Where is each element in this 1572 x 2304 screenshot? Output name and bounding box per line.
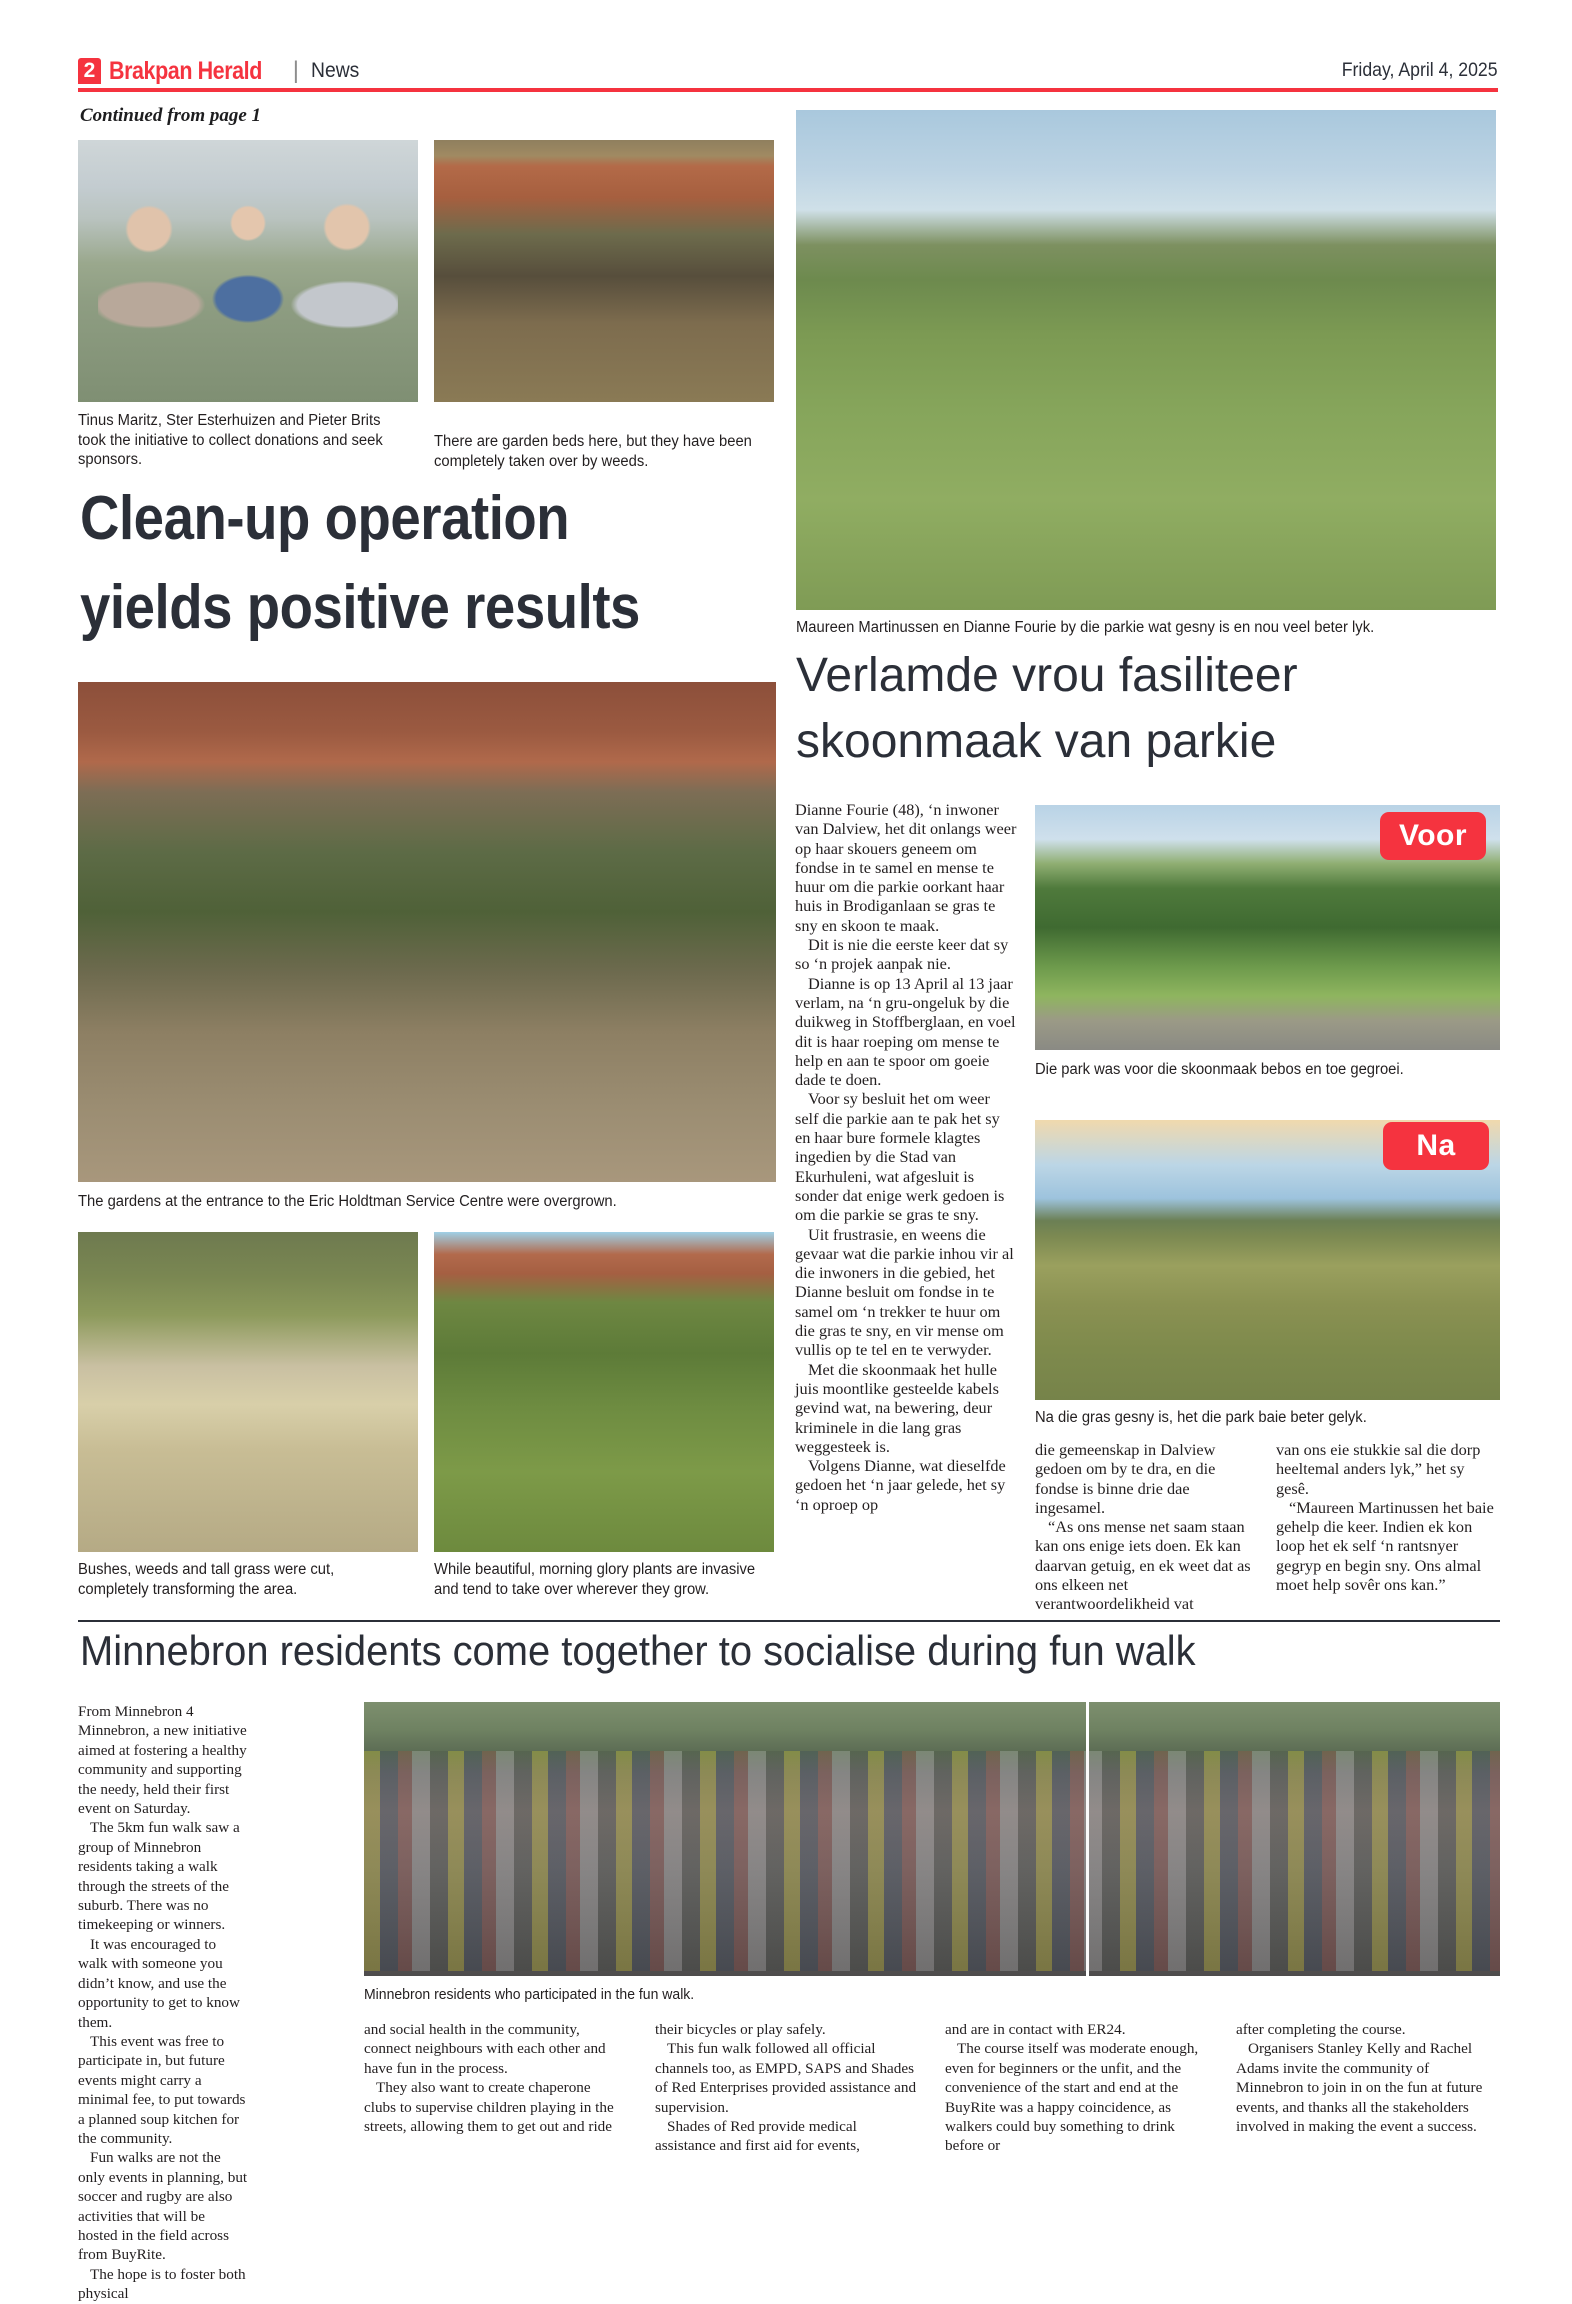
photo-morning-glory [434, 1232, 774, 1552]
funwalk-column-1 [78, 1702, 248, 2304]
parkie-c2-p2: “As ons mense net saam staan kan ons enige iets doen. Ek kan daarvan getuig, en ek weet dat as ons elkeen net verantwoordelikheid vat [1035, 1517, 1251, 1614]
parkie-column-2 [1035, 1440, 1257, 1614]
headline-funwalk: Minnebron residents come together to socialise during fun walk [80, 1627, 1196, 1674]
caption-park-after: Na die gras gesny is, het die park baie beter gelyk. [1035, 1409, 1367, 1426]
section-label: News [311, 59, 360, 82]
caption-park-hero: Maureen Martinussen en Dianne Fourie by die parkie wat gesny is en nou veel beter lyk. [796, 619, 1375, 636]
funwalk-c1-p6: The hope is to foster both physical [78, 2265, 246, 2303]
masthead [78, 52, 1498, 90]
funwalk-c2-p1: and social health in the community, connect neighbours with each other and have fun in the process. [364, 2021, 606, 2077]
funwalk-c4-p2: The course itself was moderate enough, even for beginners or the unfit, and the convenience of the start and end at the BuyRite was a happy coincidence, as walkers could buy something to drink before or [945, 2040, 1199, 2155]
funwalk-c5-p1: after completing the course. [1236, 2021, 1406, 2038]
funwalk-c3-p3: Shades of Red provide medical assistance and first aid for events, [655, 2118, 860, 2155]
funwalk-c2-p2: They also want to create chaperone clubs to supervise children playing in the streets, allowing them to get out and ride [364, 2079, 614, 2136]
headline-parkie-line1: Verlamde vrou fasiliteer [796, 649, 1298, 702]
caption-park-before: Die park was voor die skoonmaak bebos en toe gegroei. [1035, 1061, 1404, 1078]
photo-three-men [78, 140, 418, 402]
funwalk-top-rule [78, 1620, 1500, 1622]
parkie-c1-p7: Volgens Dianne, wat dieselfde gedoen het ‘n jaar gelede, het sy ‘n oproep op [795, 1456, 1006, 1514]
parkie-c3-p2: “Maureen Martinussen het baie gehelp die keer. Indien ek kon loop het ek self ‘n rantsnyer gegryp en begin sny. Ons almal moet help sovêr ons kan.” [1276, 1497, 1494, 1595]
parkie-column-1 [795, 800, 1017, 1514]
funwalk-c4-p1: and are in contact with ER24. [945, 2021, 1126, 2038]
badge-before: Voor [1380, 812, 1486, 860]
photo-funwalk-group [364, 1702, 1500, 1976]
page-number-badge: 2 [78, 58, 101, 84]
parkie-column-3 [1276, 1440, 1500, 1594]
parkie-c2-p1: die gemeenskap in Dalview gedoen om by te dra, en die fondse is binne drie dae ingesamel. [1035, 1440, 1216, 1517]
photo-seam-1 [1086, 1702, 1089, 1976]
caption-morning-glory: While beautiful, morning glory plants are invasive and tend to take over wherever they grow. [434, 1561, 756, 1598]
funwalk-c1-p5: Fun walks are not the only events in planning, but soccer and rugby are also activities that will be hosted in the field across from BuyRite. [78, 2149, 248, 2264]
funwalk-column-5 [1236, 2020, 1500, 2136]
paper-title: Brakpan Herald [109, 56, 262, 85]
issue-date: Friday, April 4, 2025 [1342, 60, 1498, 81]
parkie-c1-p3: Dianne is op 13 April al 13 jaar verlam, na ‘n gru-ongeluk by die duikweg in Stoffberglaan, en voel dit is haar roeping om mense te help en aan te spoor om goeie dade te doen. [795, 973, 1016, 1090]
continued-from-label: Continued from page 1 [80, 105, 262, 126]
masthead-rule [78, 88, 1498, 92]
funwalk-c3-p2: This fun walk followed all official channels too, as EMPD, SAPS and Shades of Red Enterprises provided assistance and supervision. [655, 2040, 917, 2116]
headline-parkie-line2: skoonmaak van parkie [796, 715, 1277, 768]
caption-three-men: Tinus Maritz, Ster Esterhuizen and Pieter Brits took the initiative to collect donations and seek sponsors. [78, 412, 383, 468]
parkie-c1-p1: Dianne Fourie (48), ‘n inwoner van Dalview, het dit onlangs weer op haar skouers geneem om fondse in te samel en mense te huur om die parkie oorkant haar huis in Brodiganlaan se gras te sny en skoon te maak. [795, 800, 1017, 935]
badge-after: Na [1383, 1122, 1489, 1170]
parkie-c1-p5: Uit frustrasie, en weens die gevaar wat die parkie inhou vir al die inwoners in die gebied, het Dianne besluit om fondse in te samel om ‘n trekker te huur om die gras te sny, en vir mense om vullis op te tel en te verwyder. [795, 1224, 1014, 1360]
funwalk-c5-p2: Organisers Stanley Kelly and Rachel Adams invite the community of Minnebron to join in on the fun at future events, and thanks all the stakeholders involved in making the event a success. [1236, 2040, 1483, 2136]
caption-hall-entrance: The gardens at the entrance to the Eric Holdtman Service Centre were overgrown. [78, 1193, 617, 1210]
headline-cleanup-line2: yields positive results [80, 573, 640, 642]
headline-cleanup-line1: Clean-up operation [80, 484, 570, 553]
parkie-c1-p4: Voor sy besluit het om weer self die parkie aan te pak het sy en haar bure formele klagtes ingedien by die Stad van Ekurhuleni, wat afgesluit is sonder dat enige werk gedoen is om die parkie se gras te sny. [795, 1089, 1005, 1225]
funwalk-c1-p1: From Minnebron 4 Minnebron, a new initiative aimed at fostering a healthy community and supporting the needy, held their first event on Saturday. [78, 1703, 247, 1818]
funwalk-c1-p3: It was encouraged to walk with someone you didn’t know, and use the opportunity to get to know them. [78, 1935, 240, 2031]
funwalk-column-2 [364, 2020, 626, 2136]
photo-cut-bushes [78, 1232, 418, 1552]
funwalk-column-3 [655, 2020, 917, 2156]
caption-cut-bushes: Bushes, weeds and tall grass were cut, completely transforming the area. [78, 1561, 335, 1598]
parkie-c1-p6: Met die skoonmaak het hulle juis moontlike gesteelde kabels gevind wat, na bewering, deur kriminele in die lang gras weggesteek is. [795, 1359, 999, 1456]
photo-garden-beds [434, 140, 774, 402]
masthead-divider: | [292, 57, 300, 84]
parkie-c1-p2: Dit is nie die eerste keer dat sy so ‘n projek aanpak nie. [795, 935, 1009, 974]
caption-garden-beds: There are garden beds here, but they have been completely taken over by weeds. [434, 433, 752, 470]
funwalk-c3-p1: their bicycles or play safely. [655, 2021, 826, 2038]
caption-funwalk-group: Minnebron residents who participated in the fun walk. [364, 1987, 695, 2003]
funwalk-c1-p2: The 5km fun walk saw a group of Minnebron residents taking a walk through the streets of the suburb. There was no timekeeping or winners. [78, 1819, 240, 1934]
funwalk-c1-p4: This event was free to participate in, but future events might carry a minimal fee, to put towards a planned soup kitchen for the community. [78, 2032, 246, 2147]
parkie-c3-p1: van ons eie stukkie sal die dorp heeltemal anders lyk,” het sy gesê. [1276, 1440, 1481, 1498]
photo-park-hero [796, 110, 1496, 610]
funwalk-column-4 [945, 2020, 1207, 2156]
photo-hall-entrance [78, 682, 776, 1182]
